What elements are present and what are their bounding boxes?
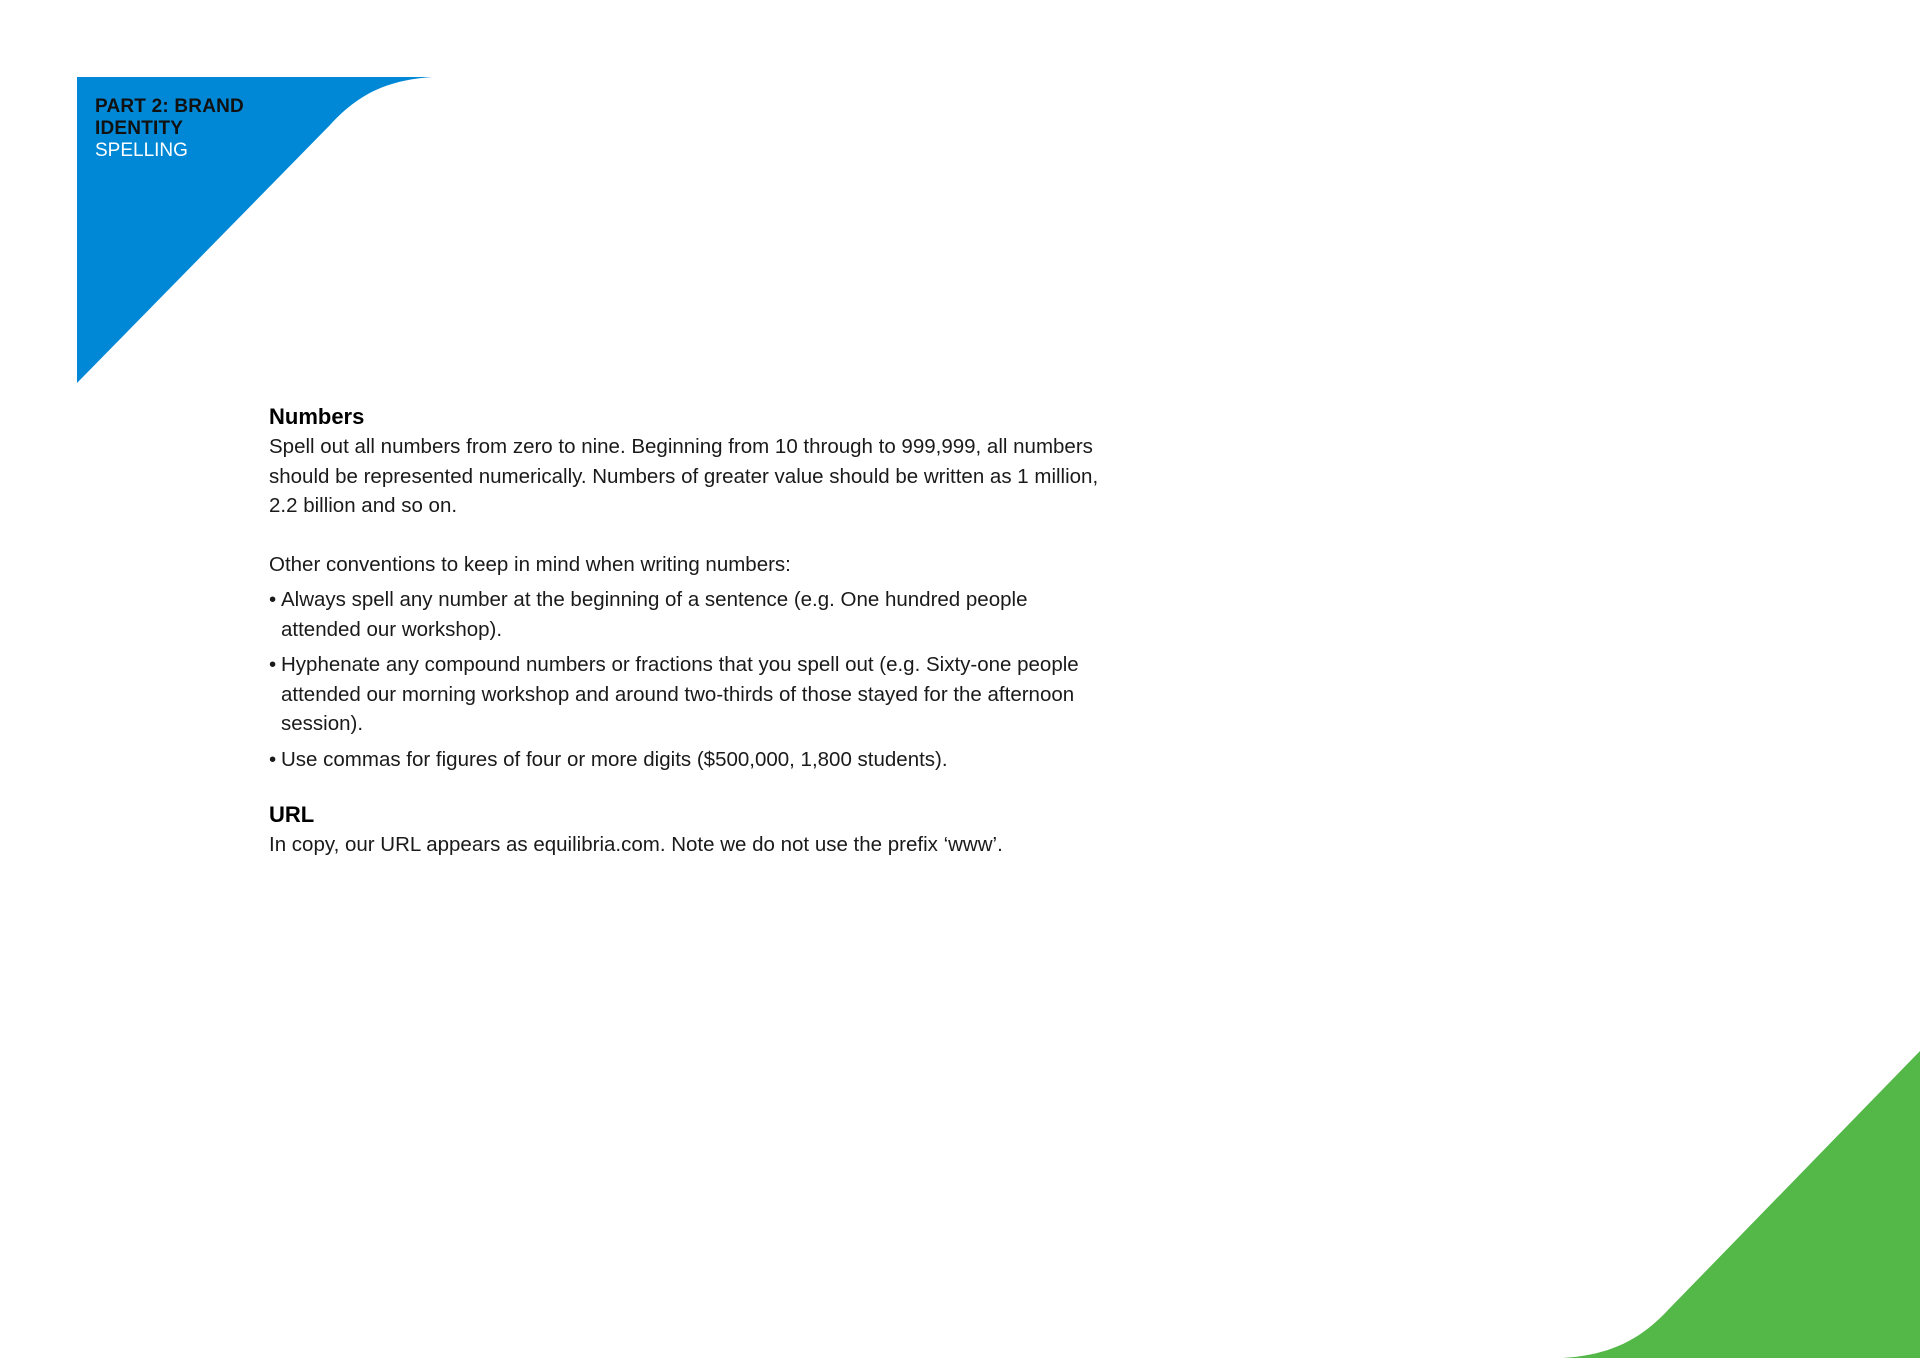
- section-part-title: PART 2: BRAND IDENTITY: [95, 96, 244, 139]
- list-item-text: Always spell any number at the beginning of a sentence (e.g. One hundred people attended our workshop).: [281, 588, 1028, 641]
- list-item-text: Hyphenate any compound numbers or fractions that you spell out (e.g. Sixty-one people attended our morning workshop and around two-thirds of those stayed for the afternoon session).: [281, 653, 1079, 735]
- bullet-icon: •: [269, 653, 277, 676]
- list-item: [269, 585, 1099, 644]
- list-item: [269, 650, 1099, 739]
- url-heading: URL: [269, 802, 315, 827]
- main-content: [269, 402, 1099, 860]
- numbers-paragraph: Spell out all numbers from zero to nine. Beginning from 10 through to 999,999, all numbers should be represented numerically. Numbers of greater value should be written as 1 million, 2.2 billion and so on.: [269, 435, 1099, 517]
- url-paragraph: In copy, our URL appears as equilibria.com. Note we do not use the prefix ‘www’.: [269, 833, 1003, 856]
- list-item-text: Use commas for figures of four or more digits ($500,000, 1,800 students).: [281, 747, 948, 771]
- section-label: [95, 96, 295, 162]
- bullet-icon: •: [269, 588, 277, 611]
- conventions-intro: Other conventions to keep in mind when writing numbers:: [269, 552, 791, 576]
- section-subtitle: SPELLING: [95, 140, 188, 161]
- bullet-icon: •: [269, 747, 277, 771]
- blue-corner-shape: [0, 0, 440, 390]
- list-item: [269, 745, 1099, 775]
- conventions-list: [269, 585, 1099, 774]
- numbers-heading: Numbers: [269, 404, 365, 429]
